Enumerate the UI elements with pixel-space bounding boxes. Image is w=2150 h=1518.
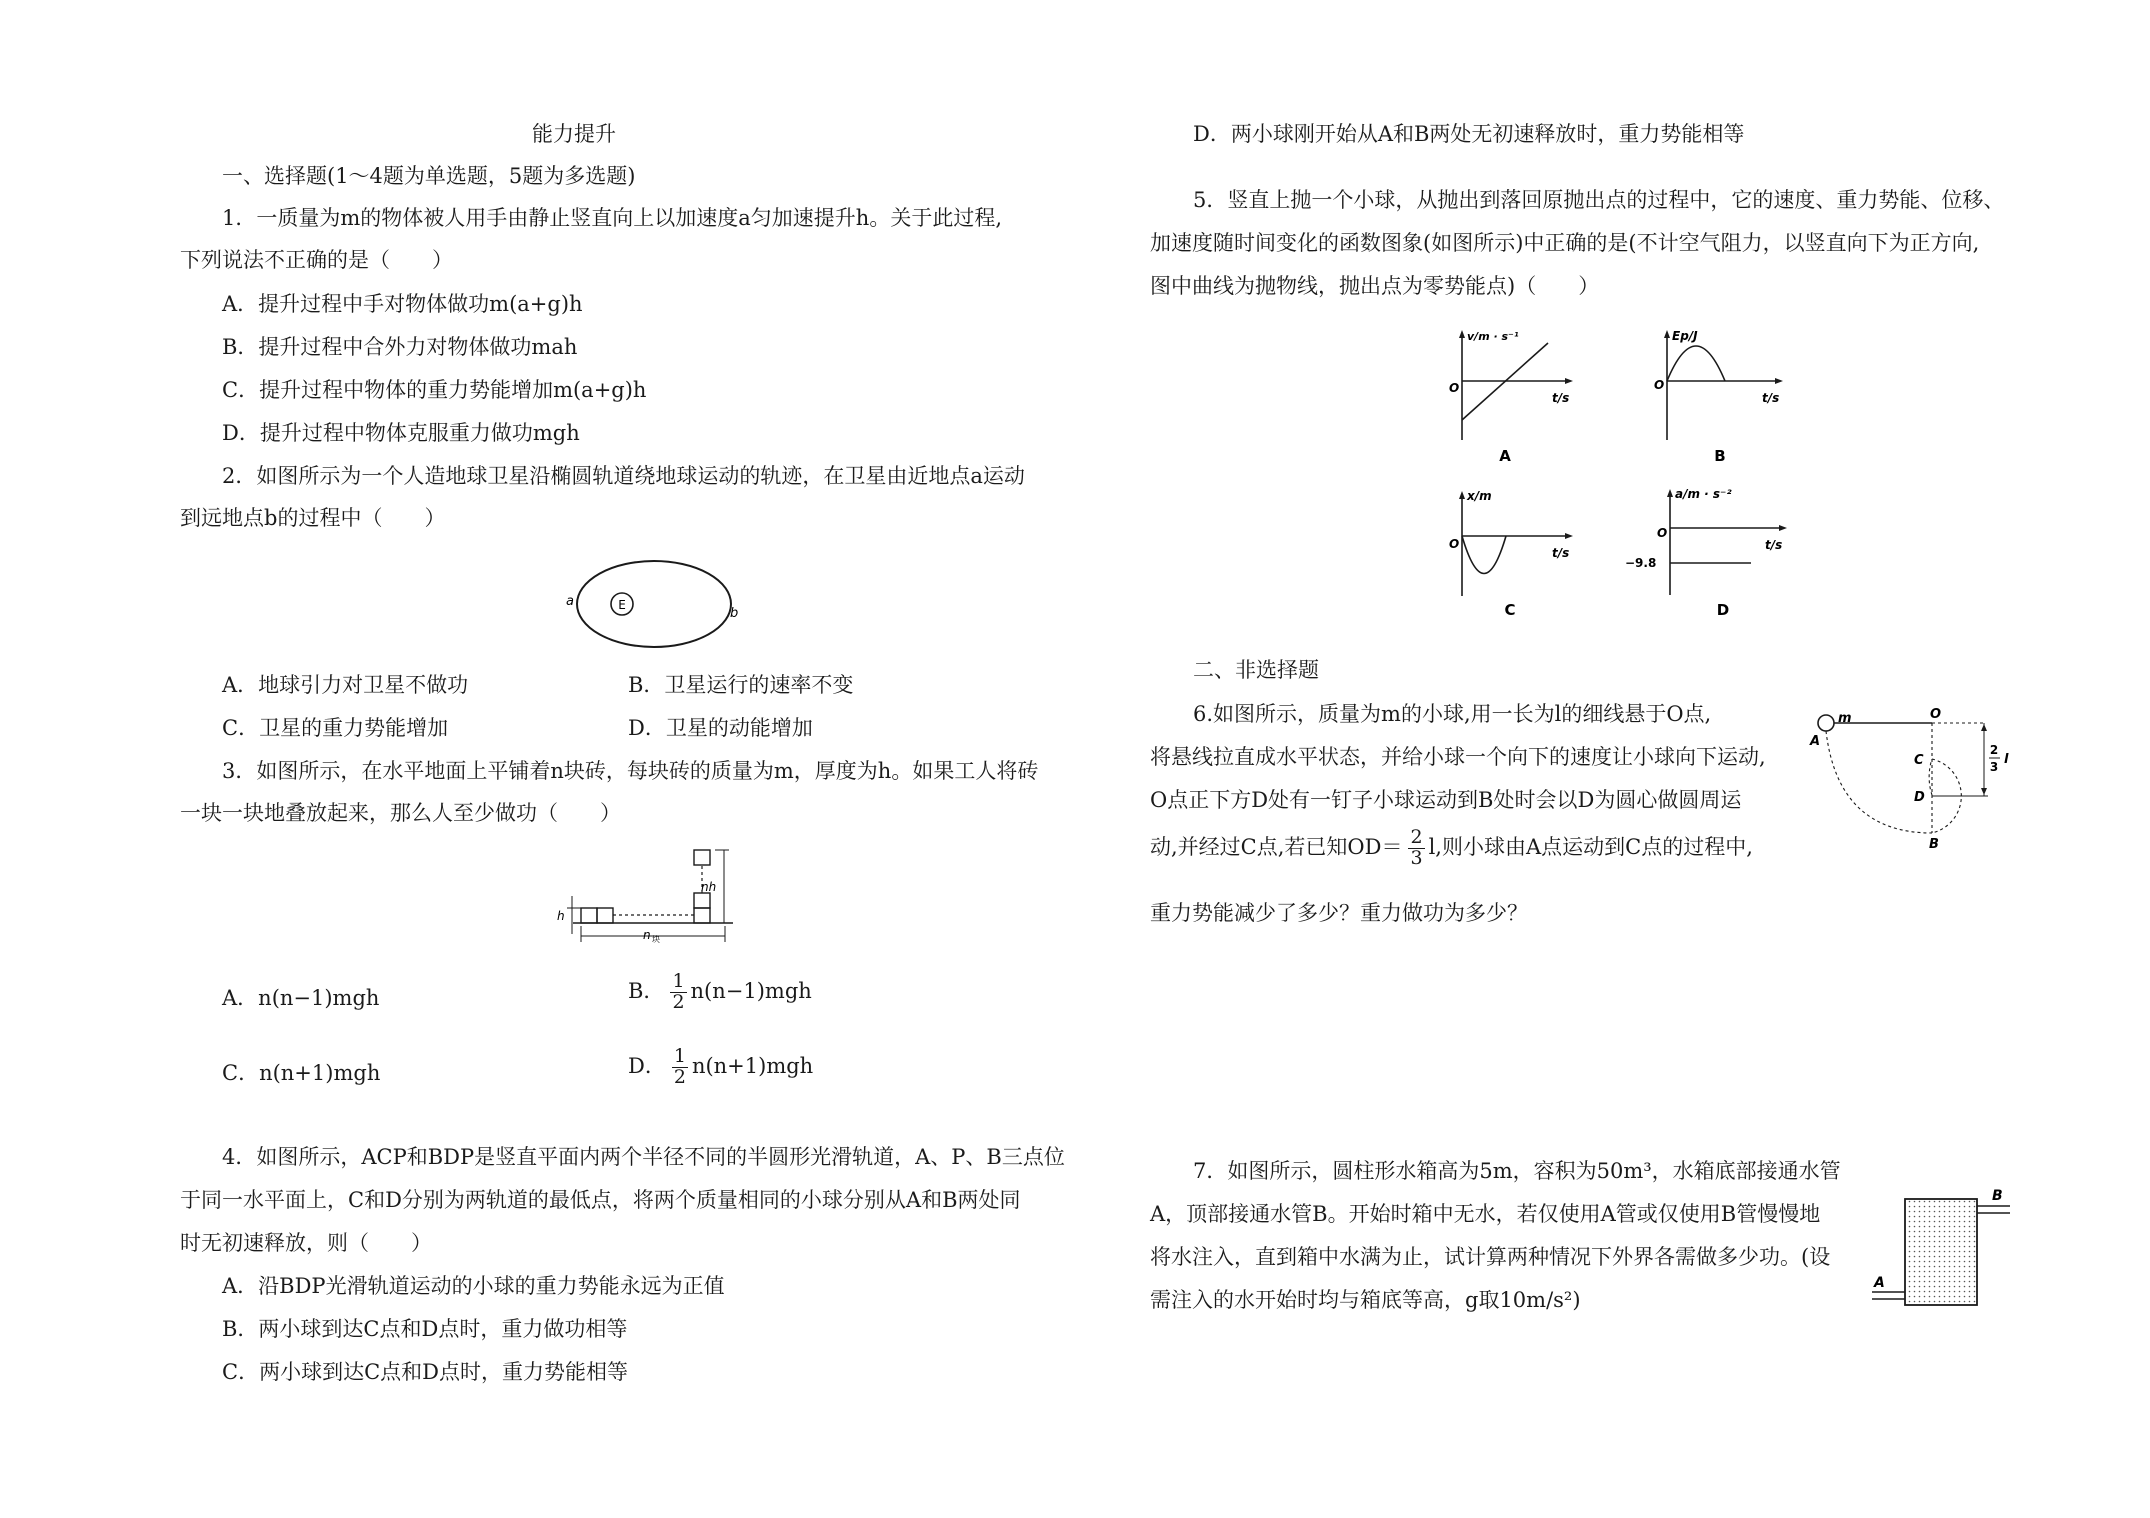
q5-graph-d-origin: O [1657,526,1668,540]
q2-ellipse-orbit-figure [560,555,750,655]
fraction-denominator: 2 [672,990,685,1013]
q4-option-c: C．两小球到达C点和D点时，重力势能相等 [222,1360,628,1384]
q5-stem-line2: 加速度随时间变化的函数图象(如图所示)中正确的是(不计空气阻力，以竖直向下为正方向, [1150,231,1980,255]
q5-stem-line1: 5．竖直上抛一个小球，从抛出到落回原抛出点的过程中，它的速度、重力势能、位移、 [1193,188,2005,212]
q6-point-b-label: B [1929,837,1939,852]
q1-option-c: C．提升过程中物体的重力势能增加m(a+g)h [222,378,647,402]
q5-graph-a-xlabel: t/s [1552,391,1570,405]
q7-water-tank-figure [1868,1185,2018,1315]
q2-option-d: D．卫星的动能增加 [628,716,813,740]
q6-od-fraction [1408,828,1424,869]
q6-stem-line3: O点正下方D处有一钉子小球运动到B处时会以D为圆心做圆周运 [1150,788,1742,812]
q3-bricks-figure [555,838,745,950]
q5-stem-line3: 图中曲线为抛物线，抛出点为零势能点)（ ） [1150,274,1600,298]
q6-stem-line5: 重力势能减少了多少？重力做功为多少？ [1150,901,1528,925]
q7-pipe-b-label: B [1992,1188,2003,1204]
q2-earth-label: E [618,598,626,612]
q5-graph-d-ylabel: a/m · s⁻² [1675,487,1732,501]
q5-graph-c-ylabel: x/m [1467,489,1492,503]
q7-stem-line2: A，顶部接通水管B。开始时箱中无水，若仅使用A管或仅使用B管慢慢地 [1150,1202,1821,1226]
fraction-numerator: 1 [672,970,685,992]
q5-graph-c-origin: O [1449,537,1460,551]
q5-graph-a-caption: A [1499,447,1511,465]
q6-stem-line1: 6.如图所示，质量为m的小球,用一长为l的细线悬于O点, [1193,702,1712,726]
q5-graph-b [1645,313,1790,465]
q4-stem-line2: 于同一水平面上，C和D分别为两轨道的最低点，将两个质量相同的小球分别从A和B两处同 [180,1188,1021,1212]
q2-option-c: C．卫星的重力势能增加 [222,716,449,740]
q3-stem-line1: 3．如图所示，在水平地面上平铺着n块砖，每块砖的质量为m，厚度为h。如果工人将砖 [222,759,1039,783]
q6-stem-line4-start: 动,并经过C点,若已知OD＝ [1150,834,1403,859]
section-heading-choice: 一、选择题(1～4题为单选题，5题为多选题) [222,164,636,188]
fraction-denominator: 3 [1410,846,1423,869]
q2-option-a: A．地球引力对卫星不做功 [222,673,469,697]
q5-graph-c [1440,484,1580,620]
q3-option-b [628,972,812,1013]
q7-pipe-a-label: A [1874,1275,1885,1291]
q6-stem-line4-end: l,则小球由A点运动到C点的过程中, [1428,834,1753,859]
fraction-numerator: 2 [1410,826,1423,848]
q1-stem-line2: 下列说法不正确的是（ ） [180,248,453,272]
q3-option-c: C．n(n+1)mgh [222,1061,381,1085]
q2-stem-line2: 到远地点b的过程中（ ） [180,506,446,530]
q4-stem-line3: 时无初速释放，则（ ） [180,1231,432,1255]
q6-fig-l-label: l [2004,752,2009,767]
q3-option-b-text: n(n−1)mgh [690,978,812,1003]
q5-graph-d-caption: D [1716,601,1730,619]
q3-n-label: n [643,928,651,942]
section-heading-nonchoice: 二、非选择题 [1193,658,1319,682]
q3-option-d [628,1047,813,1088]
q5-graph-d [1625,480,1800,620]
q1-option-a: A．提升过程中手对物体做功m(a+g)h [222,292,583,316]
q6-fig-fraction-den: 3 [1989,760,1999,774]
q3-h-label: h [557,909,565,923]
q6-stem-line2: 将悬线拉直成水平状态，并给小球一个向下的速度让小球向下运动, [1150,745,1766,769]
q6-point-a-label: A [1810,734,1821,749]
q3-option-d-text: n(n+1)mgh [691,1053,814,1078]
q6-point-d-label: D [1914,790,1925,805]
q5-graph-d-tick: −9.8 [1625,556,1657,570]
q4-stem-line1: 4．如图所示，ACP和BDP是竖直平面内两个半径不同的半圆形光滑轨道，A、P、B三点位 [222,1145,1065,1169]
q1-option-d: D．提升过程中物体克服重力做功mgh [222,421,580,445]
q6-stem-line4 [1150,828,1753,869]
page-title: 能力提升 [532,122,616,146]
q5-graph-d-xlabel: t/s [1765,538,1783,552]
q6-mass-label: m [1838,711,1852,726]
q6-point-c-label: C [1914,753,1924,768]
q3-option-d-letter: D． [628,1053,666,1078]
q7-stem-line1: 7．如图所示，圆柱形水箱高为5m，容积为50m³，水箱底部接通水管 [1193,1159,1841,1183]
q6-pendulum-figure [1808,700,2013,852]
q5-graph-c-xlabel: t/s [1552,546,1570,560]
q5-graph-a-ylabel: v/m · s⁻¹ [1467,330,1519,343]
q2-stem-line1: 2．如图所示为一个人造地球卫星沿椭圆轨道绕地球运动的轨迹，在卫星由近地点a运动 [222,464,1025,488]
q2-point-b-label: b [730,606,739,621]
q3-nh-label: nh [701,880,717,894]
q3-option-a: A．n(n−1)mgh [222,986,380,1010]
q2-option-b: B．卫星运行的速率不变 [628,673,854,697]
q5-graph-b-xlabel: t/s [1762,391,1780,405]
q3-stem-line2: 一块一块地叠放起来，那么人至少做功（ ） [180,801,621,825]
q3-option-b-letter: B． [628,978,665,1003]
q5-graph-c-caption: C [1504,601,1516,619]
fraction-numerator: 1 [673,1045,686,1067]
q3-option-d-fraction [672,1047,688,1088]
q2-point-a-label: a [566,594,574,609]
q5-graph-b-ylabel: Ep/J [1672,329,1698,343]
q1-stem-line1: 1．一质量为m的物体被人用手由静止竖直向上以加速度a匀加速提升h。关于此过程, [222,206,1002,230]
fraction-denominator: 2 [673,1065,686,1088]
q7-stem-line3: 将水注入，直到箱中水满为止，试计算两种情况下外界各需做多少功。(设 [1150,1245,1831,1269]
q6-fig-fraction-num: 2 [1989,743,1999,757]
q3-option-b-fraction [670,972,686,1013]
q4-option-d: D．两小球刚开始从A和B两处无初速释放时，重力势能相等 [1193,122,1745,146]
q5-graph-b-origin: O [1654,378,1665,392]
q1-option-b: B．提升过程中合外力对物体做功mah [222,335,578,359]
q6-point-o-label: O [1930,707,1942,722]
q5-graph-b-caption: B [1714,447,1726,465]
q4-option-b: B．两小球到达C点和D点时，重力做功相等 [222,1317,628,1341]
q4-option-a: A．沿BDP光滑轨道运动的小球的重力势能永远为正值 [222,1274,725,1298]
q5-graph-a [1440,325,1580,465]
q5-graph-a-origin: O [1449,381,1460,395]
q3-n-subscript: 块 [652,935,660,944]
q7-stem-line4: 需注入的水开始时均与箱底等高，g取10m/s²) [1150,1288,1581,1312]
